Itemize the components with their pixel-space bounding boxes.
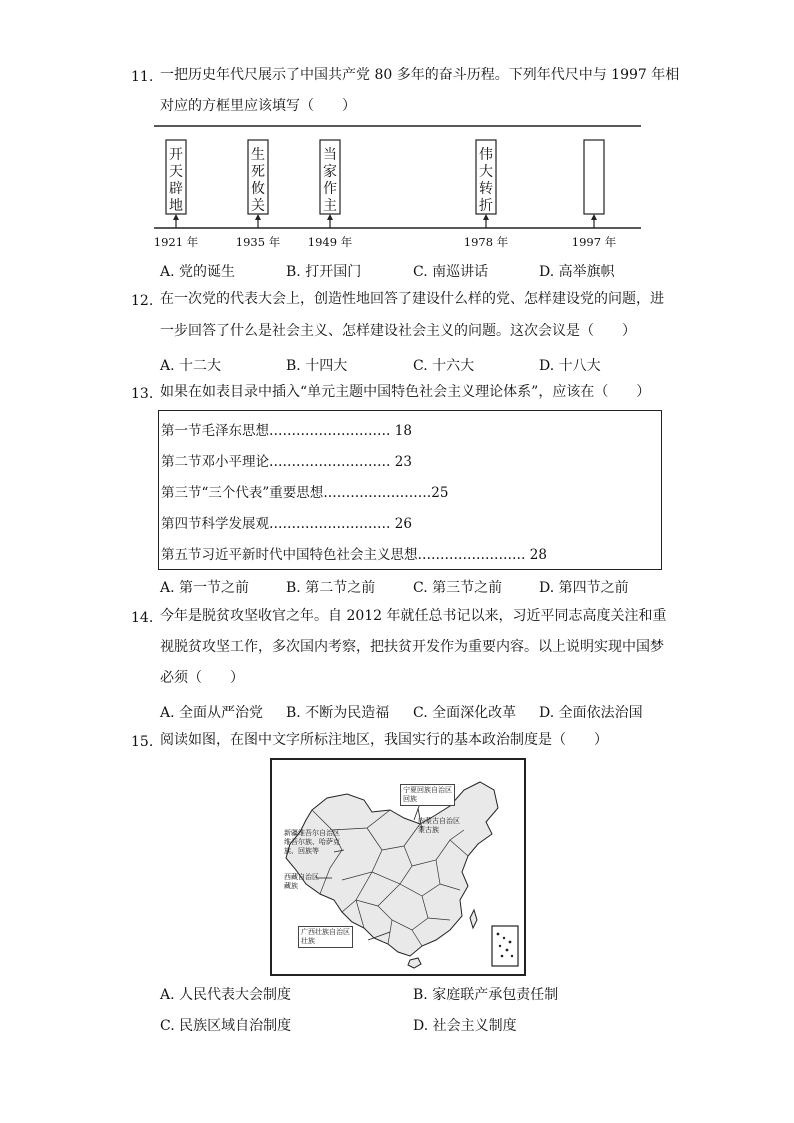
- map-label-xizang: [282, 872, 321, 892]
- q12-option-b: B. 十四大: [286, 358, 348, 374]
- china-map-figure: [270, 758, 526, 976]
- q12-stem-line1: 在一次党的代表大会上，创造性地回答了建设什么样的党、怎样建设党的问题，进: [160, 291, 664, 307]
- q15-option-c: C. 民族区域自治制度: [160, 1018, 292, 1034]
- timeline-arrowhead-1: [255, 214, 261, 220]
- q11-option-d: D. 高举旗帜: [539, 264, 615, 280]
- q12-option-a: A. 十二大: [160, 358, 222, 374]
- timeline-year-3: 1978 年: [463, 235, 509, 249]
- map-label-guangxi-title: 广西壮族自治区: [301, 928, 350, 936]
- timeline-box-char: 地: [169, 198, 183, 214]
- q12-option-d: D. 十八大: [539, 358, 601, 374]
- timeline-box-char: 开: [169, 147, 183, 163]
- timeline-box-char: 辟: [169, 181, 183, 197]
- q15-number: 15.: [131, 734, 154, 750]
- q13-option-b: B. 第二节之前: [286, 580, 376, 596]
- toc-entry-5: 第五节习近平新时代中国特色社会主义思想…………………… 28: [161, 547, 547, 563]
- timeline-box-4: [584, 140, 604, 214]
- timeline-box-char: 伟: [479, 147, 493, 163]
- q11-option-b: B. 打开国门: [286, 264, 362, 280]
- q12-option-c: C. 十六大: [413, 358, 475, 374]
- timeline-arrowhead-3: [483, 214, 489, 220]
- q12-stem-line2: 一步回答了什么是社会主义、怎样建设社会主义的问题。这次会议是（ ）: [160, 323, 636, 339]
- map-label-ningxia: [400, 784, 455, 806]
- q13-option-a: A. 第一节之前: [160, 580, 250, 596]
- q14-number: 14.: [131, 610, 154, 626]
- timeline-box-char: 转: [479, 181, 493, 197]
- toc-entry-3: 第三节“三个代表”重要思想……………………25: [161, 485, 449, 501]
- q11-stem-line1: 一把历史年代尺展示了中国共产党 80 多年的奋斗历程。下列年代尺中与 1997 年相: [160, 67, 680, 83]
- q13-number: 13.: [131, 386, 154, 402]
- timeline-box-char: 关: [251, 198, 265, 214]
- q14-option-c: C. 全面深化改革: [413, 705, 517, 721]
- map-label-neimenggu: [416, 816, 462, 836]
- q12-number: 12.: [131, 293, 154, 309]
- timeline-box-char: 天: [169, 164, 183, 180]
- map-label-neimenggu-title: 内蒙古自治区: [418, 817, 460, 825]
- map-label-xinjiang: [282, 828, 342, 857]
- q15-stem: 阅读如图，在图中文字所标注地区，我国实行的基本政治制度是（ ）: [160, 732, 608, 748]
- map-label-xizang-title: 西藏自治区: [284, 873, 319, 881]
- map-label-ningxia-ethnic: 回族: [403, 795, 417, 803]
- q14-option-d: D. 全面依法治国: [539, 705, 643, 721]
- q14-stem-line1: 今年是脱贫攻坚收官之年。自 2012 年就任总书记以来，习近平同志高度关注和重: [160, 608, 667, 624]
- toc-entry-1: 第一节毛泽东思想……………………… 18: [161, 423, 412, 439]
- timeline-box-char: 死: [251, 164, 265, 180]
- q14-option-b: B. 不断为民造福: [286, 705, 390, 721]
- q13-option-c: C. 第三节之前: [413, 580, 503, 596]
- map-label-xizang-ethnic: 藏族: [284, 882, 298, 890]
- q11-timeline: [150, 118, 645, 253]
- q15-option-a: A. 人民代表大会制度: [160, 987, 292, 1003]
- timeline-arrowhead-4: [591, 214, 597, 220]
- q11-stem-line2: 对应的方框里应该填写（ ）: [160, 98, 356, 114]
- timeline-arrowhead-2: [327, 214, 333, 220]
- map-label-guangxi-ethnic: 壮族: [301, 937, 315, 945]
- timeline-year-0: 1921 年: [153, 235, 199, 249]
- timeline-box-char: 生: [251, 147, 265, 163]
- q14-option-a: A. 全面从严治党: [160, 705, 264, 721]
- timeline-box-char: 主: [323, 198, 337, 214]
- q15-option-b: B. 家庭联产承包责任制: [413, 987, 559, 1003]
- q11-number: 11.: [131, 69, 154, 85]
- timeline-arrowhead-0: [173, 214, 179, 220]
- q11-option-c: C. 南巡讲话: [413, 264, 489, 280]
- timeline-box-char: 大: [479, 164, 493, 180]
- timeline-box-char: 攸: [251, 181, 265, 197]
- map-label-neimenggu-ethnic: 蒙古族: [418, 826, 439, 834]
- q13-option-d: D. 第四节之前: [539, 580, 629, 596]
- timeline-box-char: 当: [323, 147, 337, 163]
- timeline-box-char: 作: [323, 181, 337, 197]
- toc-entry-2: 第二节邓小平理论……………………… 23: [161, 454, 412, 470]
- q13-table-of-contents: [158, 410, 662, 570]
- q14-stem-line3: 必须（ ）: [160, 670, 244, 686]
- q14-stem-line2: 视脱贫攻坚工作，多次国内考察，把扶贫开发作为重要内容。以上说明实现中国梦: [160, 639, 664, 655]
- q11-option-a: A. 党的诞生: [160, 264, 236, 280]
- timeline-year-1: 1935 年: [235, 235, 281, 249]
- q15-option-d: D. 社会主义制度: [413, 1018, 517, 1034]
- q13-stem: 如果在如表目录中插入“单元主题中国特色社会主义理论体系”，应该在（ ）: [160, 384, 651, 400]
- toc-entry-4: 第四节科学发展观……………………… 26: [161, 516, 412, 532]
- timeline-box-char: 家: [323, 164, 337, 180]
- map-label-guangxi: [298, 926, 353, 948]
- timeline-year-2: 1949 年: [307, 235, 353, 249]
- timeline-box-char: 折: [479, 198, 493, 214]
- timeline-year-4: 1997 年: [571, 235, 617, 249]
- map-label-xinjiang-ethnic2: 族、回族等: [284, 847, 319, 855]
- map-label-xinjiang-title: 新疆维吾尔自治区: [284, 829, 340, 837]
- map-label-ningxia-title: 宁夏回族自治区: [403, 786, 452, 794]
- map-label-xinjiang-ethnic1: 维吾尔族、哈萨克: [284, 838, 340, 846]
